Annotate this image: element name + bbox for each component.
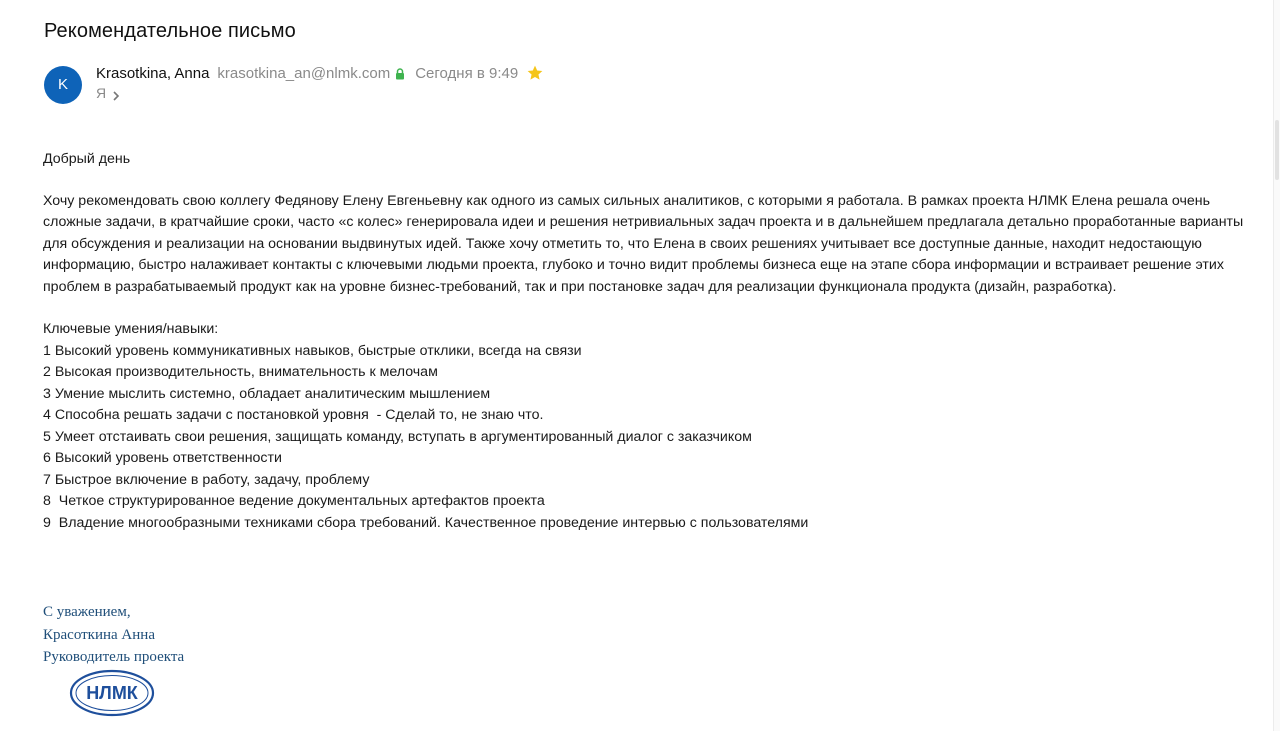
- sender-avatar[interactable]: K: [44, 66, 82, 104]
- logo-text: НЛМК: [86, 683, 138, 703]
- signature-name: Красоткина Анна: [43, 626, 155, 643]
- greeting: Добрый день: [43, 151, 131, 167]
- skills-title: Ключевые умения/навыки:: [43, 321, 219, 337]
- skill-item: 1 Высокий уровень коммуникативных навыков, быстрые отклики, всегда на связи: [43, 342, 582, 359]
- recipient-line[interactable]: [96, 84, 120, 102]
- sent-time: Сегодня в 9:49: [415, 64, 519, 82]
- scrollbar-thumb[interactable]: [1275, 120, 1279, 180]
- skill-item: 2 Высокая производительность, внимательность к мелочам: [43, 364, 438, 380]
- sender-email[interactable]: krasotkina_an@nlmk.com: [217, 64, 391, 82]
- skill-item: 8 Четкое структурированное ведение документальных артефактов проекта: [43, 493, 545, 509]
- chevron-right-icon[interactable]: [112, 88, 120, 98]
- skill-item: 6 Высокий уровень ответственности: [43, 450, 282, 466]
- skill-item: 9 Владение многообразными техниками сбора требований. Качественное проведение интервью с пользователями: [43, 514, 809, 531]
- skill-item: 3 Умение мыслить системно, обладает аналитическим мышлением: [43, 385, 491, 402]
- recommendation-paragraph: Хочу рекомендовать свою коллегу Федянову Елену Евгеньевну как одного из самых сильных аналитиков, с которыми я работала. В рамках проекта НЛМК Елена решала очень сложные задачи, в кратчайшие сроки, часто «с колес» генерировала идеи и решения нетривиальных задач проекта и в дальнейшем предлагала детально проработанные варианты для обсуждения и реализации на основании выдвинутых идей. Также хочу отметить то, что Елена в своих решениях учитывает все доступные данные, находит недостающую информацию, быстро налаживает контакты с ключевыми людьми проекта, глубоко и точно видит проблемы бизнеса еще на этапе сбора информации и встраивает решение этих проблем в разрабатываемый продукт как на уровне бизнес-требований, так и при постановке задач для реализации функционала продукта (дизайн, разработка).: [43, 192, 1244, 295]
- sender-line: [96, 63, 544, 83]
- email-body: [43, 149, 1253, 534]
- email-subject: Рекомендательное письмо: [44, 20, 296, 42]
- scrollbar-track[interactable]: [1273, 0, 1280, 731]
- skill-item: 7 Быстрое включение в работу, задачу, проблему: [43, 471, 370, 488]
- signature-position: Руководитель проекта: [43, 649, 185, 665]
- skill-item: 4 Способна решать задачи с постановкой уровня - Сделай то, не знаю что.: [43, 407, 544, 423]
- sender-name[interactable]: Krasotkina, Anna: [96, 64, 210, 82]
- company-logo: [69, 669, 155, 717]
- recipient-label[interactable]: Я: [96, 85, 107, 101]
- skills-list: [43, 341, 1253, 535]
- skill-item: 5 Умеет отстаивать свои решения, защищать команду, вступать в аргументированный диалог с заказчиком: [43, 428, 752, 445]
- lock-icon: [395, 67, 405, 79]
- signature: [43, 601, 184, 669]
- signature-closing: С уважением,: [43, 604, 131, 620]
- star-icon[interactable]: [526, 64, 544, 82]
